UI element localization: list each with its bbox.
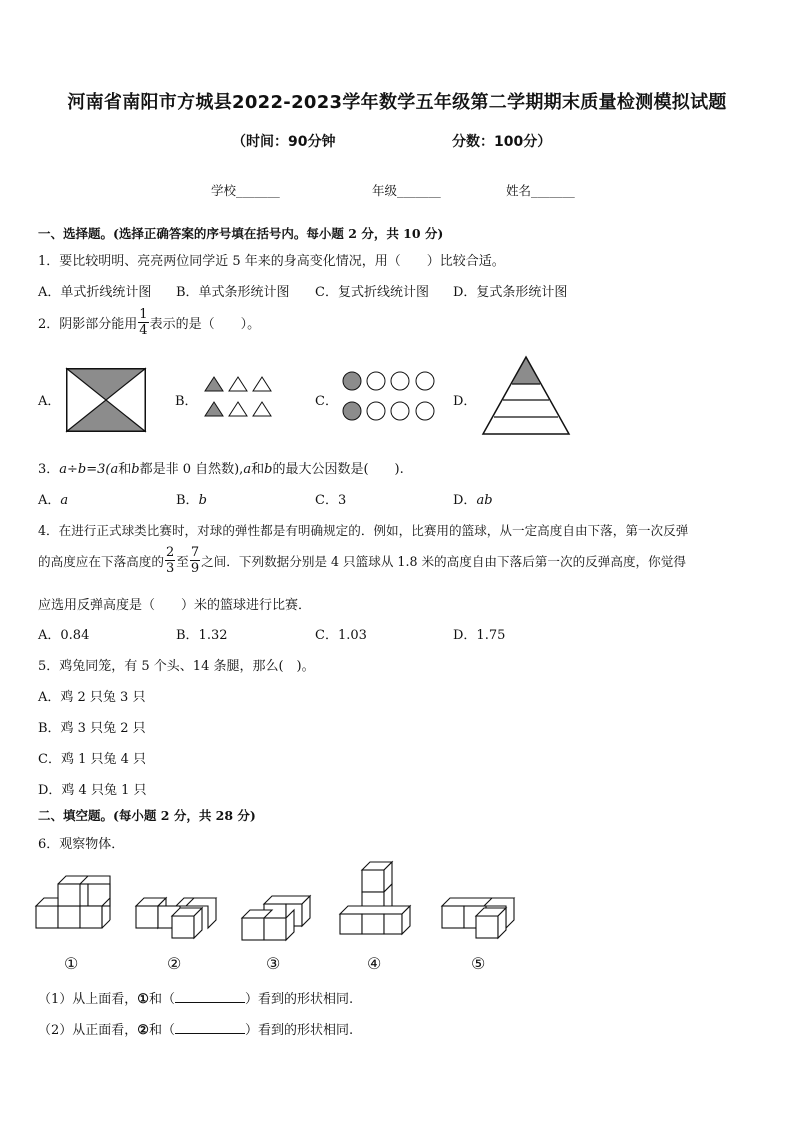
cube-figure-2 — [136, 898, 218, 942]
exam-time: （时间：90分钟 — [232, 134, 336, 150]
page-title: 河南省南阳市方城县2022-2023学年数学五年级第二学期期末质量检测模拟试题 — [67, 92, 727, 113]
q5-option-b[interactable]: B．鸡 3 只兔 2 只 — [38, 721, 146, 736]
question-6: 6．观察物体． — [38, 837, 125, 852]
q2-label-d[interactable]: D． — [453, 394, 477, 409]
question-4-line-2: 的高度应在下落高度的 $\frac{2}{3}$ 至 $\frac{7}{9}$ 之间．下列数据分别是 4 只篮球从 1.8 米的高度自由下落后第一次的反弹高度，你觉得 — [38, 545, 686, 576]
q2-label-a[interactable]: A． — [38, 394, 61, 409]
figure-label-5: ⑤ — [471, 954, 486, 973]
q1-option-c[interactable]: C．复式折线统计图 — [315, 285, 429, 300]
q1-option-a[interactable]: A．单式折线统计图 — [38, 285, 152, 300]
section-heading: 二、填空题。(每小题 2 分，共 28 分) — [38, 808, 256, 823]
q2-label-b[interactable]: B． — [175, 394, 198, 409]
name-field[interactable]: 姓名_______ — [506, 183, 575, 198]
q3-option-d[interactable]: D．ab — [453, 493, 493, 508]
q4-option-a[interactable]: A．0.84 — [38, 628, 90, 643]
q2-figure-d-triangle — [482, 356, 570, 436]
q4-option-c[interactable]: C．1.03 — [315, 628, 367, 643]
q3-option-a[interactable]: A．a — [38, 493, 69, 508]
figure-label-1: ① — [64, 954, 79, 973]
figure-label-4: ④ — [367, 954, 382, 973]
cube-figure-1 — [36, 884, 112, 938]
q4-option-d[interactable]: D．1.75 — [453, 628, 506, 643]
exam-score: 分数：100分） — [452, 134, 552, 150]
question-4-line-1: 4．在进行正式球类比赛时，对球的弹性都是有明确规定的．例如，比赛用的篮球，从一定高度自由下落，第一次反弹 — [38, 523, 689, 538]
question-4-line-3: 应选用反弹高度是（ ）米的篮球进行比赛． — [38, 598, 312, 613]
q5-option-a[interactable]: A．鸡 2 只兔 3 只 — [38, 690, 146, 705]
q3-option-c[interactable]: C．3 — [315, 493, 347, 508]
question-2 — [38, 308, 260, 337]
fraction-one-quarter: $\frac{1}{4}$ — [139, 307, 148, 338]
answer-blank[interactable] — [175, 990, 245, 1003]
q6-sub-question-2: （2）从正面看，②和（ ）看到的形状相同. — [38, 1023, 354, 1038]
school-field[interactable]: 学校_______ — [211, 183, 280, 198]
q3-option-b[interactable]: B．b — [176, 493, 207, 508]
cube-figure-5 — [442, 898, 516, 942]
grade-field[interactable]: 年级_______ — [372, 183, 441, 198]
figure-label-2: ② — [167, 954, 182, 973]
q1-option-d[interactable]: D．复式条形统计图 — [453, 285, 568, 300]
q2-suffix: 表示的是（ ）。 — [149, 317, 261, 332]
section-heading: 一、选择题。(选择正确答案的序号填在括号内。每小题 2 分，共 10 分) — [38, 226, 444, 241]
q2-figure-c-circles — [342, 371, 436, 423]
fraction-two-thirds: $\frac{2}{3}$ — [165, 545, 175, 576]
q2-prefix: 2．阴影部分能用 — [38, 317, 138, 332]
fraction-seven-ninths: $\frac{7}{9}$ — [190, 545, 200, 576]
q6-sub-question-1: （1）从上面看，①和（ ）看到的形状相同. — [38, 992, 354, 1007]
q4-option-b[interactable]: B．1.32 — [176, 628, 228, 643]
cube-figure-3 — [242, 896, 312, 942]
figure-label-3: ③ — [266, 954, 281, 973]
question-5: 5．鸡兔同笼，有 5 个头、14 条腿，那么( )。 — [38, 659, 315, 674]
q5-option-c[interactable]: C．鸡 1 只兔 4 只 — [38, 752, 147, 767]
q2-label-c[interactable]: C． — [315, 394, 338, 409]
question-3: 3．a÷b=3(a和b都是非 0 自然数),a和b的最大公因数是( ). — [38, 462, 404, 477]
q1-option-b[interactable]: B．单式条形统计图 — [176, 285, 290, 300]
answer-blank[interactable] — [175, 1021, 245, 1034]
cube-figure-4 — [340, 862, 412, 936]
question-1: 1．要比较明明、亮亮两位同学近 5 年来的身高变化情况，用（ ）比较合适。 — [38, 254, 505, 269]
q5-option-d[interactable]: D．鸡 4 只兔 1 只 — [38, 783, 147, 798]
q2-figure-a-rectangle — [66, 368, 146, 432]
q2-figure-b-triangles — [204, 376, 272, 418]
